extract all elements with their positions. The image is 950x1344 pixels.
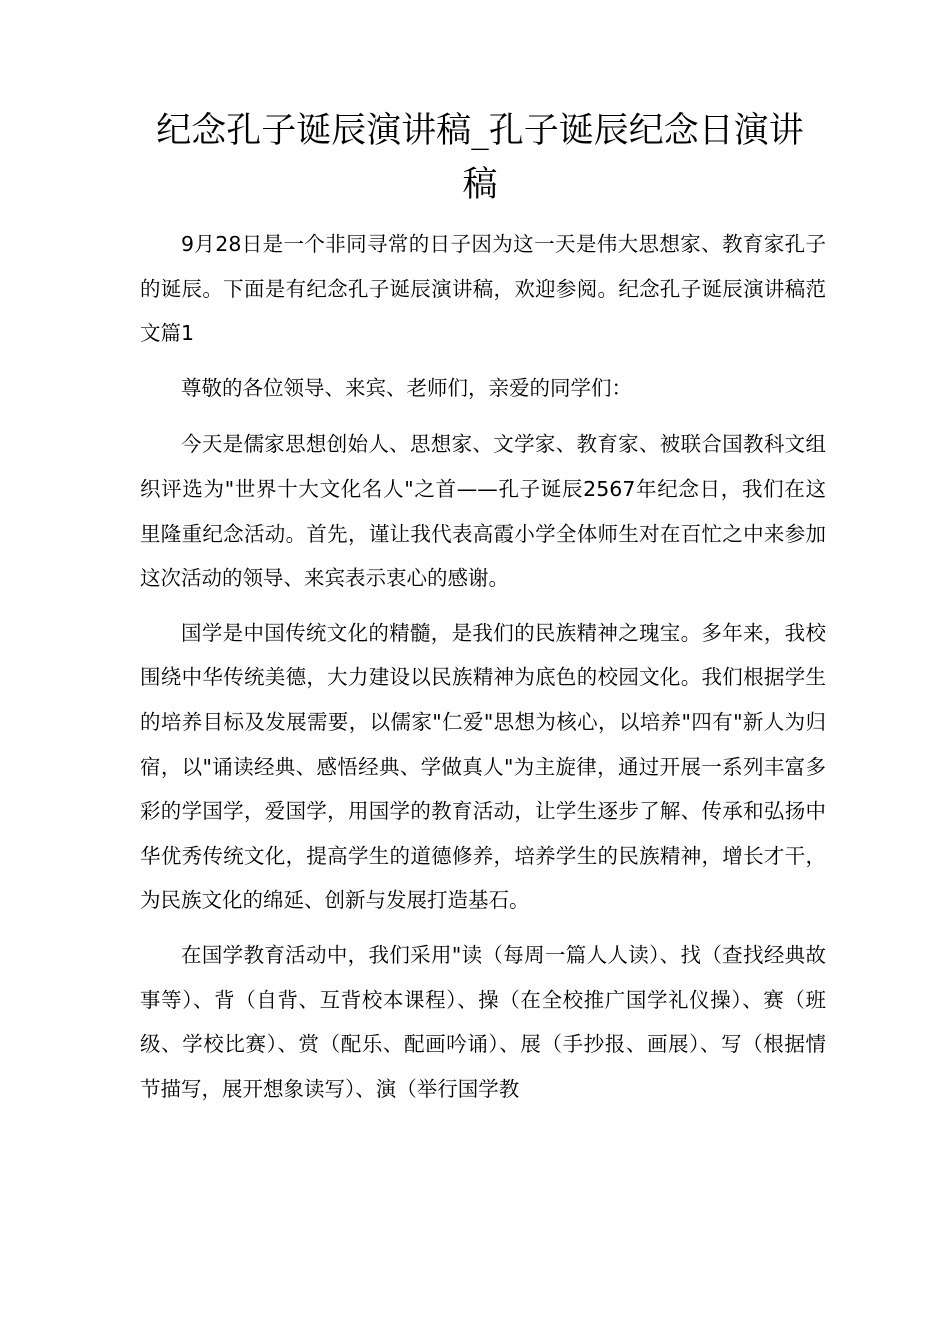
paragraph-salutation: 尊敬的各位领导、来宾、老师们，亲爱的同学们：	[181, 375, 632, 400]
document-body	[140, 222, 826, 1121]
paragraph-guoxue: 国学是中国传统文化的精髓，是我们的民族精神之瑰宝。多年来，我校围绕中华传统美德，大力建设以民族精神为底色的校园文化。我们根据学生的培养目标及发展需要，以儒家"仁爱"思想为核心，以培养"四有"新人为归宿，以"诵读经典、感悟经典、学做真人"为主旋律，通过开展一系列丰富多彩的学国学，爱国学，用国学的教育活动，让学生逐步了解、传承和弘扬中华优秀传统文化，提高学生的道德修养，培养学生的民族精神，增长才干，为民族文化的绵延、创新与发展打造基石。	[140, 620, 826, 913]
document-title: 纪念孔子诞辰演讲稿_孔子诞辰纪念日演讲稿	[156, 111, 804, 205]
paragraph-opening: 今天是儒家思想创始人、思想家、文学家、教育家、被联合国教科文组织评选为"世界十大文化名人"之首——孔子诞辰2567年纪念日，我们在这里隆重纪念活动。首先，谨让我代表高霞小学全体师生对在百忙之中来参加这次活动的领导、来宾表示衷心的感谢。	[140, 432, 826, 591]
paragraph-intro: 9月28日是一个非同寻常的日子因为这一天是伟大思想家、教育家孔子的诞辰。下面是有纪念孔子诞辰演讲稿，欢迎参阅。纪念孔子诞辰演讲稿范文篇1	[140, 232, 826, 346]
paragraph-activities: 在国学教育活动中，我们采用"读（每周一篇人人读）、找（查找经典故事等）、背（自背、互背校本课程）、操（在全校推广国学礼仪操）、赛（班级、学校比赛）、赏（配乐、配画吟诵）、展（手抄报、画展）、写（根据情节描写，展开想象读写）、演（举行国学教	[140, 942, 826, 1101]
